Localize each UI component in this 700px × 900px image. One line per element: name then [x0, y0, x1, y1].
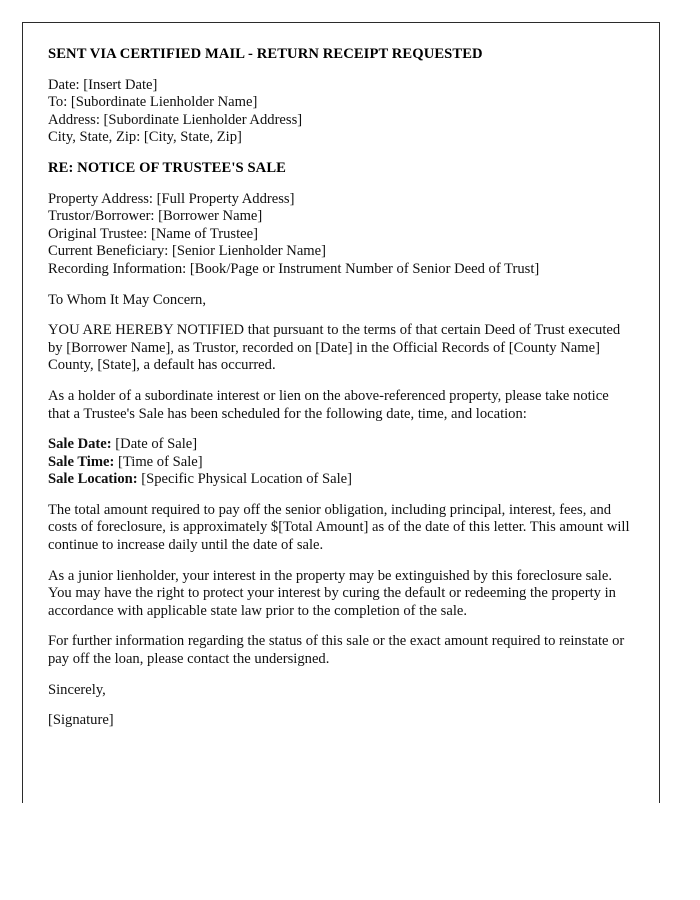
re-heading: RE: NOTICE OF TRUSTEE'S SALE: [48, 159, 286, 176]
sale-time-label: Sale Time:: [48, 453, 115, 470]
original-trustee-line: Original Trustee: [Name of Trustee]: [48, 225, 258, 242]
sale-details-block: [48, 436, 633, 489]
sale-location-value: [Specific Physical Location of Sale]: [141, 471, 352, 488]
document-body: [48, 46, 633, 730]
sale-location-line: [48, 471, 633, 489]
paragraph-further-information: For further information regarding the status of this sale or the exact amount required to reinstate or pay off the loan, please contact the undersigned.: [48, 633, 625, 668]
sale-date-value: [Date of Sale]: [115, 436, 198, 453]
signature-placeholder: [Signature]: [48, 712, 114, 729]
current-beneficiary-line: Current Beneficiary: [Senior Lienholder Name]: [48, 243, 326, 260]
paragraph-notice: YOU ARE HEREBY NOTIFIED that pursuant to the terms of that certain Deed of Trust executed by [Borrower Name], as Trustor, recorded on [Date] in the Official Records of [County Name] County, [State], a default has occurred.: [48, 322, 621, 374]
paragraph-subordinate-interest: As a holder of a subordinate interest or lien on the above-referenced property, please take notice that a Trustee's Sale has been scheduled for the following date, time, and location:: [48, 387, 609, 422]
sale-time-line: [48, 454, 633, 472]
paragraph-junior-lienholder: As a junior lienholder, your interest in the property may be extinguished by this foreclosure sale. You may have the right to protect your interest by curing the default or redeeming the property in accordance with applicable state law prior to the completion of the sale.: [48, 567, 616, 619]
trustor-borrower-line: Trustor/Borrower: [Borrower Name]: [48, 208, 263, 225]
addressee-block: [48, 77, 633, 147]
paragraph-total-amount: The total amount required to pay off the senior obligation, including principal, interest, fees, and costs of foreclosure, is approximately $[Total Amount] as of the date of this letter. This amount will continue to increase daily until the date of sale.: [48, 501, 630, 554]
recording-information-line: Recording Information: [Book/Page or Instrument Number of Senior Deed of Trust]: [48, 260, 540, 277]
sale-location-label: Sale Location:: [48, 471, 138, 488]
property-address-line: Property Address: [Full Property Address]: [48, 190, 295, 207]
city-state-zip-line: City, State, Zip: [City, State, Zip]: [48, 129, 242, 146]
salutation: To Whom It May Concern,: [48, 291, 206, 308]
sale-time-value: [Time of Sale]: [118, 453, 203, 470]
sale-date-line: [48, 436, 633, 454]
document-page: [22, 22, 660, 803]
date-line: Date: [Insert Date]: [48, 76, 158, 93]
certified-mail-heading: SENT VIA CERTIFIED MAIL - RETURN RECEIPT REQUESTED: [48, 46, 483, 62]
closing: Sincerely,: [48, 681, 106, 698]
sale-date-label: Sale Date:: [48, 436, 112, 453]
address-line: Address: [Subordinate Lienholder Address]: [48, 111, 303, 128]
to-line: To: [Subordinate Lienholder Name]: [48, 94, 258, 111]
property-details-block: [48, 191, 633, 279]
